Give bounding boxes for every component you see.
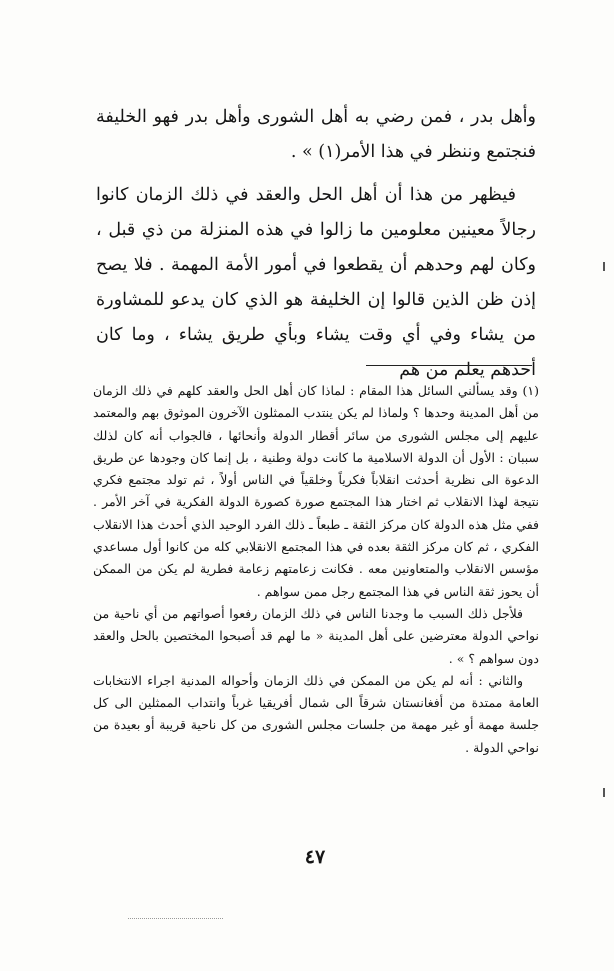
footnotes [93,380,539,759]
margin-mark-top [603,262,605,271]
margin-mark-bottom [603,788,605,797]
footnote-paragraph-3: والثاني : أنه لم يكن من الممكن في ذلك الزمان وأحواله المدنية اجراء الانتخابات العامة ممتدة من أفغانستان شرقاً الى شمال أفريقيا غرباً وانتداب الممثلين الى كل جلسة مهمة أو غير مهمة من جلسات مجلس الشورى من كل ناحية قريبة أو بعيدة من نواحي الدولة . [93,672,539,755]
footnote-1: (١) وقد يسألني السائل هذا المقام : لماذا كان أهل الحل والعقد كلهم في ذلك الزمان من أهل المدينة وحدها ؟ ولماذا لم يكن ينتدب الممثلون الآخرون الموثوق بهم والمعتمد عليهم إلى مجلس الشورى من سائر أقطار الدولة وأنحائها ، فالجواب أنه كان لذلك سببان : الأول أن الدولة الاسلامية ما كانت دولة وطنية ، بل إنما كان وجودها عن طريق الدعوة الى نظرية أحدثت انقلاباً فكرياً وخلقياً في الناس أولاً ، ثم تولد مجتمع فكري نتيجة لهذا الانقلاب ثم اختار هذا المجتمع صورة كصورة الدولة الفكرية في آخر الأمر . ففي مثل هذه الدولة كان مركز الثقة ـ طبعاً ـ ذلك الفرد الوحيد الذي أحدث هذا الانقلاب الفكري ، ثم كان مركز الثقة بعده في هذا المجتمع الانقلابي كله من كانوا أول مساعدي مؤسس الانقلاب والمتعاونين معه . فكانت زعامتهم زعامة فطرية لم يكن من الممكن أن يحوز ثقة الناس في هذا المجتمع رجل ممن سواهم . [93,383,539,599]
page-number: ٤٧ [304,846,326,868]
footnote-divider [366,365,532,366]
main-paragraph-1: وأهل بدر ، فمن رضي به أهل الشورى وأهل بدر فهو الخليفة فنجتمع وننظر في هذا الأمر(١) » . [96,107,536,162]
footnote-paragraph-2: فلأجل ذلك السبب ما وجدنا الناس في ذلك الزمان رفعوا أصواتهم من أي ناحية من نواحي الدولة معترضين على أهل المدينة « ما لهم قد أصبحوا المختصين بالحل والعقد دون سواهم ؟ » . [93,605,539,666]
main-paragraph-2: فيظهر من هذا أن أهل الحل والعقد في ذلك الزمان كانوا رجالاً معينين معلومين ما زالوا في هذه المنزلة من ذي قبل ، وكان لهم وحدهم أن يقطعوا في أمور الأمة المهمة . فلا يصح إذن ظن الذين قالوا إن الخليفة هو الذي كان يدعو للمشاورة من يشاء وفي أي وقت يشاء وبأي طريق يشاء ، وما كان أحدهم يعلم من هم [96,185,536,380]
scan-dots [128,918,223,919]
main-text [96,100,536,388]
